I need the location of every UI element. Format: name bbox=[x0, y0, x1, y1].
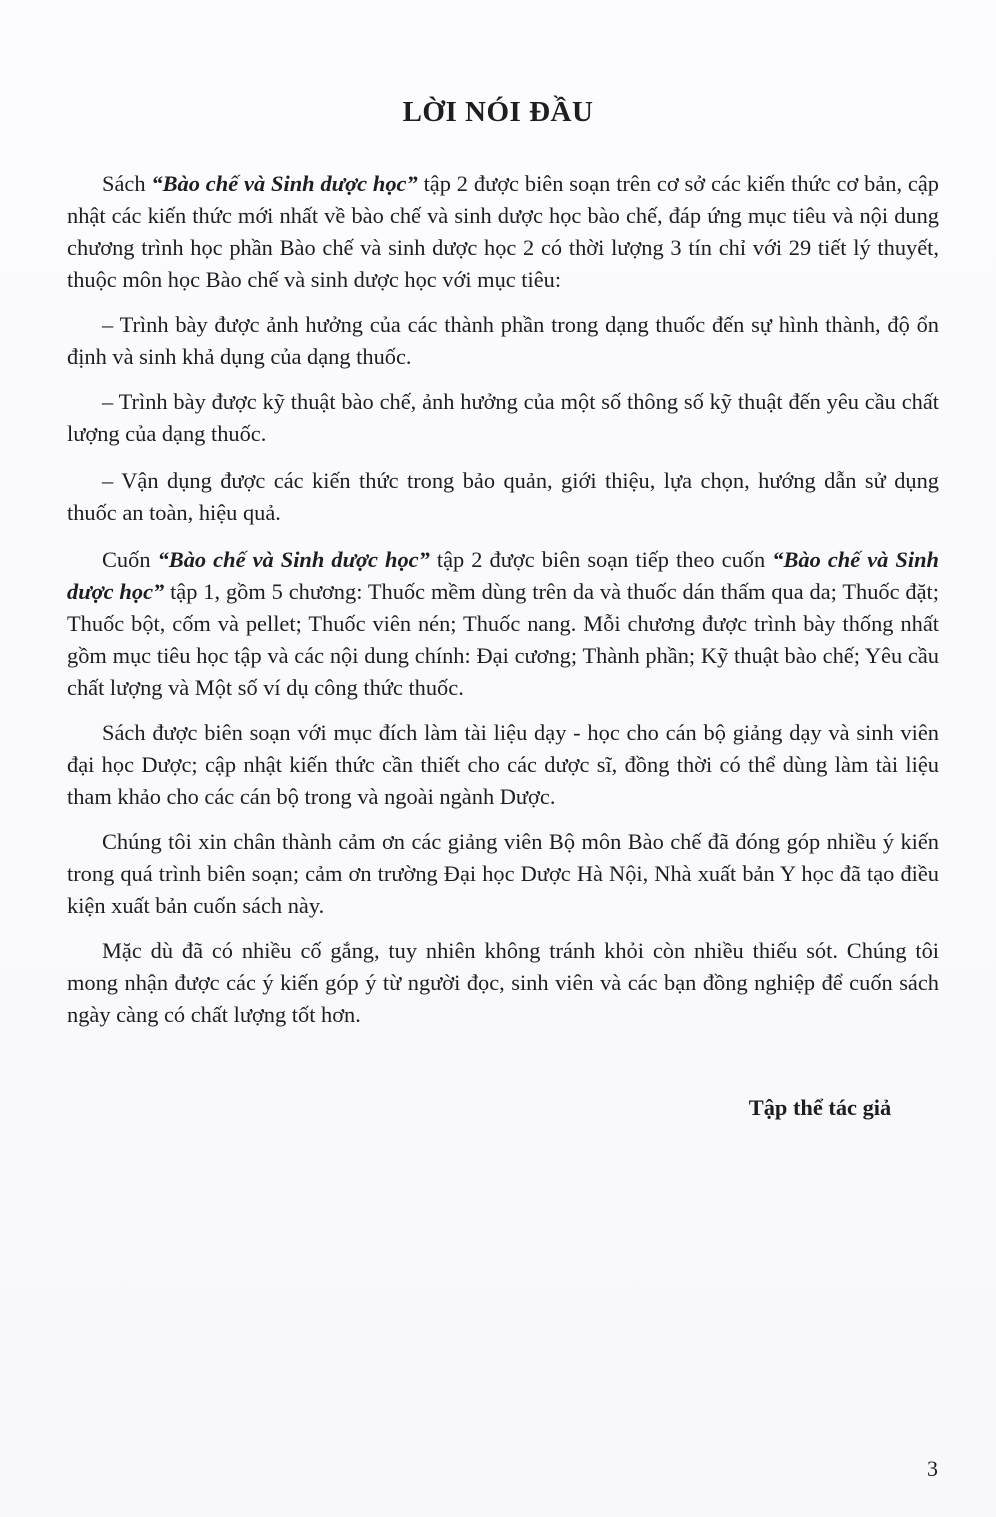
objective-item: – Vận dụng được các kiến thức trong bảo quản, giới thiệu, lựa chọn, hướng dẫn sử dụng thuốc an toàn, hiệu quả. bbox=[67, 468, 939, 525]
paragraph-purpose: Sách được biên soạn với mục đích làm tài liệu dạy - học cho cán bộ giảng dạy và sinh viên đại học Dược; cập nhật kiến thức cần thiết cho các dược sĩ, đồng thời có thể dùng làm tài liệu tham khảo cho các cán bộ trong và ngoài ngành Dược. bbox=[67, 720, 939, 809]
page-title: LỜI NÓI ĐẦU bbox=[402, 96, 594, 128]
paragraph-structure bbox=[67, 544, 939, 704]
intro-lead: Sách bbox=[102, 171, 152, 196]
intro-rest: tập 2 được biên soạn trên cơ sở các kiến thức cơ bản, cập nhật các kiến thức mới nhất về bào chế và sinh dược học bào chế, đáp ứng mục tiêu và nội dung chương trình học phần Bào chế và sinh dược học 2 có thời lượng 3 tín chỉ với 29 tiết lý thuyết, thuộc môn học Bào chế và sinh dược học với mục tiêu: bbox=[67, 171, 939, 292]
structure-lead: Cuốn bbox=[102, 547, 158, 572]
paragraph-intro bbox=[67, 168, 939, 296]
objective-item: – Trình bày được ảnh hưởng của các thành phần trong dạng thuốc đến sự hình thành, độ ổn định và sinh khả dụng của dạng thuốc. bbox=[67, 312, 939, 369]
page-number: 3 bbox=[927, 1456, 938, 1481]
author-signature: Tập thể tác giả bbox=[748, 1095, 892, 1120]
structure-rest: tập 1, gồm 5 chương: Thuốc mềm dùng trên da và thuốc dán thấm qua da; Thuốc đặt; Thuốc bột, cốm và pellet; Thuốc viên nén; Thuốc nang. Mỗi chương được trình bày thống nhất gồm mục tiêu học tập và các nội dung chính: Đại cương; Thành phần; Kỹ thuật bào chế; Yêu cầu chất lượng và Một số ví dụ công thức thuốc. bbox=[67, 579, 939, 700]
paragraph-thanks: Chúng tôi xin chân thành cảm ơn các giảng viên Bộ môn Bào chế đã đóng góp nhiều ý kiến trong quá trình biên soạn; cảm ơn trường Đại học Dược Hà Nội, Nhà xuất bản Y học đã tạo điều kiện xuất bản cuốn sách này. bbox=[67, 829, 939, 918]
objective-item: – Trình bày được kỹ thuật bào chế, ảnh hưởng của một số thông số kỹ thuật đến yêu cầu chất lượng của dạng thuốc. bbox=[67, 389, 939, 446]
book-title: “Bào chế và Sinh dược học” bbox=[67, 547, 940, 604]
book-title: “Bào chế và Sinh dược học” bbox=[157, 547, 430, 572]
preface-body bbox=[67, 168, 939, 1044]
structure-mid: tập 2 được biên soạn tiếp theo cuốn bbox=[429, 547, 773, 572]
book-title: “Bào chế và Sinh dược học” bbox=[151, 171, 418, 196]
paragraph-closing: Mặc dù đã có nhiều cố gắng, tuy nhiên không tránh khỏi còn nhiều thiếu sót. Chúng tôi mong nhận được các ý kiến góp ý từ người đọc, sinh viên và các bạn đồng nghiệp để cuốn sách ngày càng có chất lượng tốt hơn. bbox=[67, 938, 939, 1027]
